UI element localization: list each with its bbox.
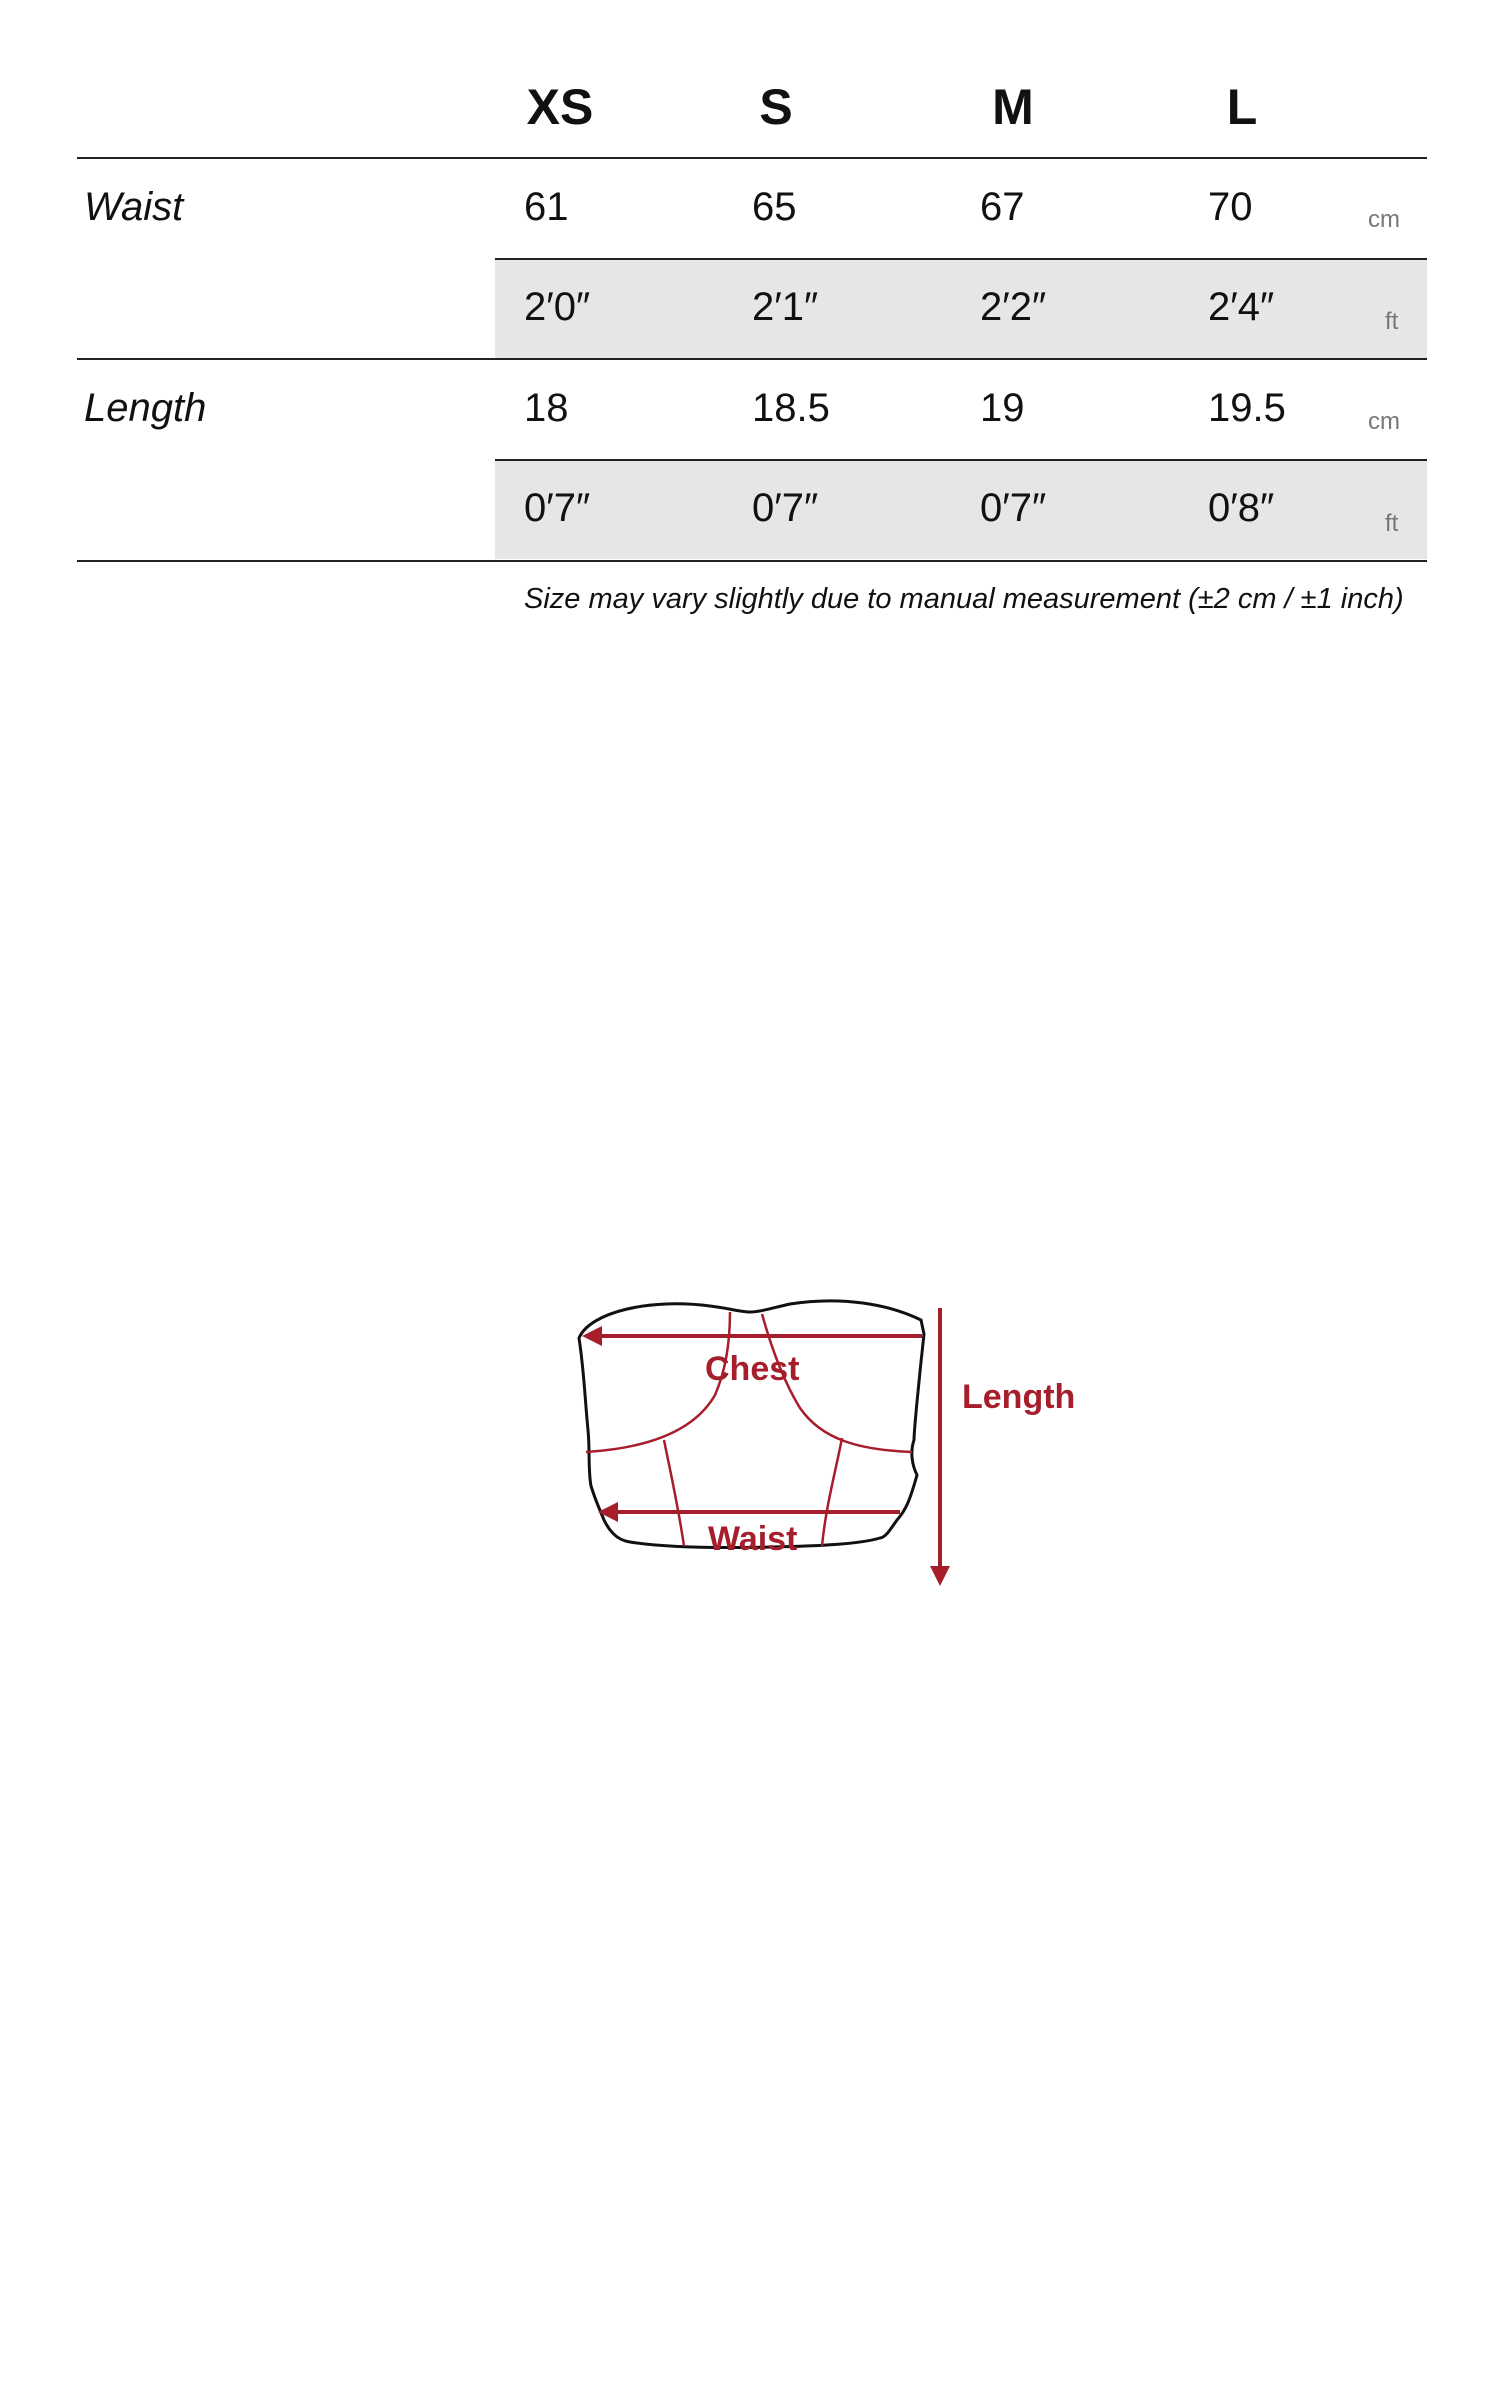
length-ft-xs: 0′7″: [524, 486, 591, 530]
length-cm-l: 19.5: [1208, 386, 1286, 430]
table-top-rule: [77, 157, 1427, 159]
row-divider: [77, 358, 1427, 360]
tube-top-illustration: [560, 1290, 1120, 1600]
waist-cm-m: 67: [980, 185, 1025, 229]
waist-unit-ft: ft: [1385, 308, 1399, 335]
length-unit-cm: cm: [1368, 408, 1400, 435]
row-label-length: Length: [84, 386, 207, 430]
length-cm-xs: 18: [524, 386, 569, 430]
waist-cm-l: 70: [1208, 185, 1253, 229]
waist-ft-xs: 2′0″: [524, 285, 591, 329]
size-header-l: L: [1226, 79, 1258, 135]
length-ft-m: 0′7″: [980, 486, 1047, 530]
size-header-s: S: [759, 79, 793, 135]
measurement-note: Size may vary slightly due to manual measurement (±2 cm / ±1 inch): [524, 583, 1404, 615]
garment-diagram: [560, 1290, 1120, 1600]
length-ft-row: [495, 461, 1427, 559]
waist-ft-s: 2′1″: [752, 285, 819, 329]
waist-label: Waist: [708, 1520, 798, 1558]
seam-left-panel: [664, 1440, 684, 1546]
seam-right-panel: [822, 1438, 842, 1546]
waist-ft-l: 2′4″: [1208, 285, 1275, 329]
length-cm-m: 19: [980, 386, 1025, 430]
size-header-m: M: [992, 79, 1034, 135]
size-header-xs: XS: [526, 79, 594, 135]
length-cm-s: 18.5: [752, 386, 830, 430]
length-ft-l: 0′8″: [1208, 486, 1275, 530]
waist-unit-cm: cm: [1368, 206, 1400, 233]
row-label-waist: Waist: [84, 185, 184, 229]
length-unit-ft: ft: [1385, 510, 1399, 537]
chest-label: Chest: [705, 1350, 800, 1388]
waist-cm-s: 65: [752, 185, 797, 229]
length-ft-s: 0′7″: [752, 486, 819, 530]
waist-ft-row: [495, 260, 1427, 358]
length-label: Length: [962, 1378, 1076, 1416]
waist-ft-m: 2′2″: [980, 285, 1047, 329]
table-bottom-rule: [77, 560, 1427, 562]
waist-cm-xs: 61: [524, 185, 569, 229]
